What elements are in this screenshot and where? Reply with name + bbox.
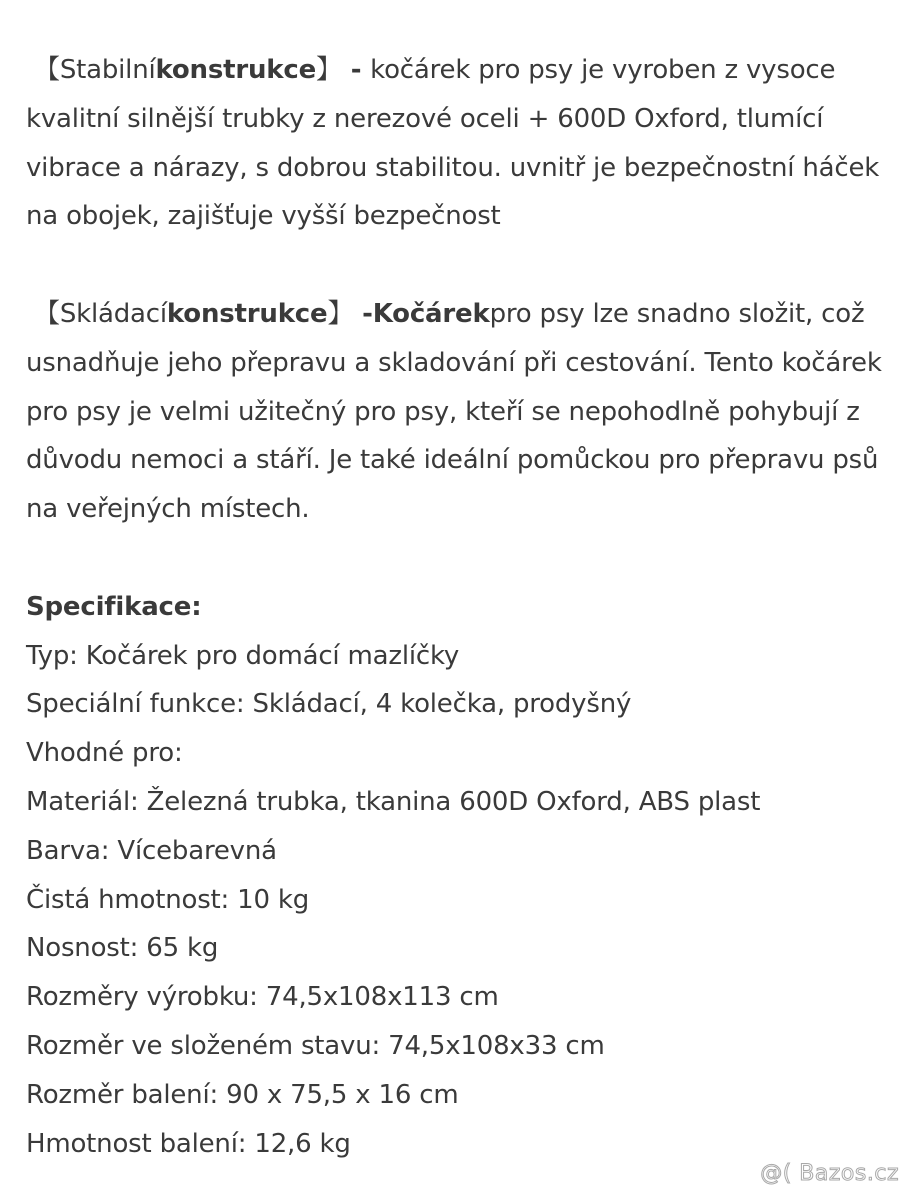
paragraph-folding-construction <box>26 290 896 534</box>
paragraph-text: kočárek pro psy je vyroben z vysoce kvalitní silnější trubky z nerezové oceli + 600D Oxford, tlumící vibrace a nárazy, s dobrou stabilitou. uvnitř je bezpečnostní háček na obojek, zajišťuje vyšší bezpečnost <box>26 55 880 232</box>
specs-list <box>26 632 896 1169</box>
bracket-open: 【 <box>34 55 60 85</box>
bracket-open: 【 <box>34 298 60 329</box>
bracket-close: 】 <box>316 55 342 85</box>
bracket-close: 】 <box>327 298 354 329</box>
spec-line: Speciální funkce: Skládací, 4 kolečka, prodyšný <box>26 689 632 720</box>
spec-line: Barva: Vícebarevná <box>26 835 277 866</box>
spec-line: Materiál: Železná trubka, tkanina 600D Oxford, ABS plast <box>26 786 761 817</box>
spec-line: Čistá hmotnost: 10 kg <box>26 884 310 915</box>
label-bold: konstrukce <box>155 55 317 85</box>
label-regular: Skládací <box>59 298 167 329</box>
label-regular: Stabilní <box>59 55 156 85</box>
paragraph-stable-construction <box>26 46 896 241</box>
spec-line: Rozměry výrobku: 74,5x108x113 cm <box>26 982 499 1013</box>
spec-line: Typ: Kočárek pro domácí mazlíčky <box>26 640 460 671</box>
spec-line: Nosnost: 65 kg <box>26 933 219 964</box>
spacer <box>26 534 896 583</box>
watermark-logo: @( Bazos.cz <box>760 1161 899 1186</box>
label-bold: konstrukce <box>166 298 328 329</box>
dash: - <box>341 55 371 85</box>
paragraph-text: pro psy lze snadno složit, což usnadňuje jeho přepravu a skladování při cestování. Tento kočárek pro psy je velmi užitečný pro psy, kteří se nepohodlně pohybují z důvodu nemoci a stáří. Je také ideální pomůckou pro přepravu psů na veřejných místech. <box>26 298 882 525</box>
spec-line: Rozměr balení: 90 x 75,5 x 16 cm <box>26 1079 459 1110</box>
specs-title: Specifikace: <box>26 591 202 622</box>
spec-line: Vhodné pro: <box>26 738 183 769</box>
spec-line: Rozměr ve složeném stavu: 74,5x108x33 cm <box>26 1030 605 1061</box>
spacer <box>26 241 896 290</box>
product-description <box>26 46 896 1168</box>
spec-line: Hmotnost balení: 12,6 kg <box>26 1128 351 1159</box>
dash-bold: -Kočárek <box>353 298 490 329</box>
